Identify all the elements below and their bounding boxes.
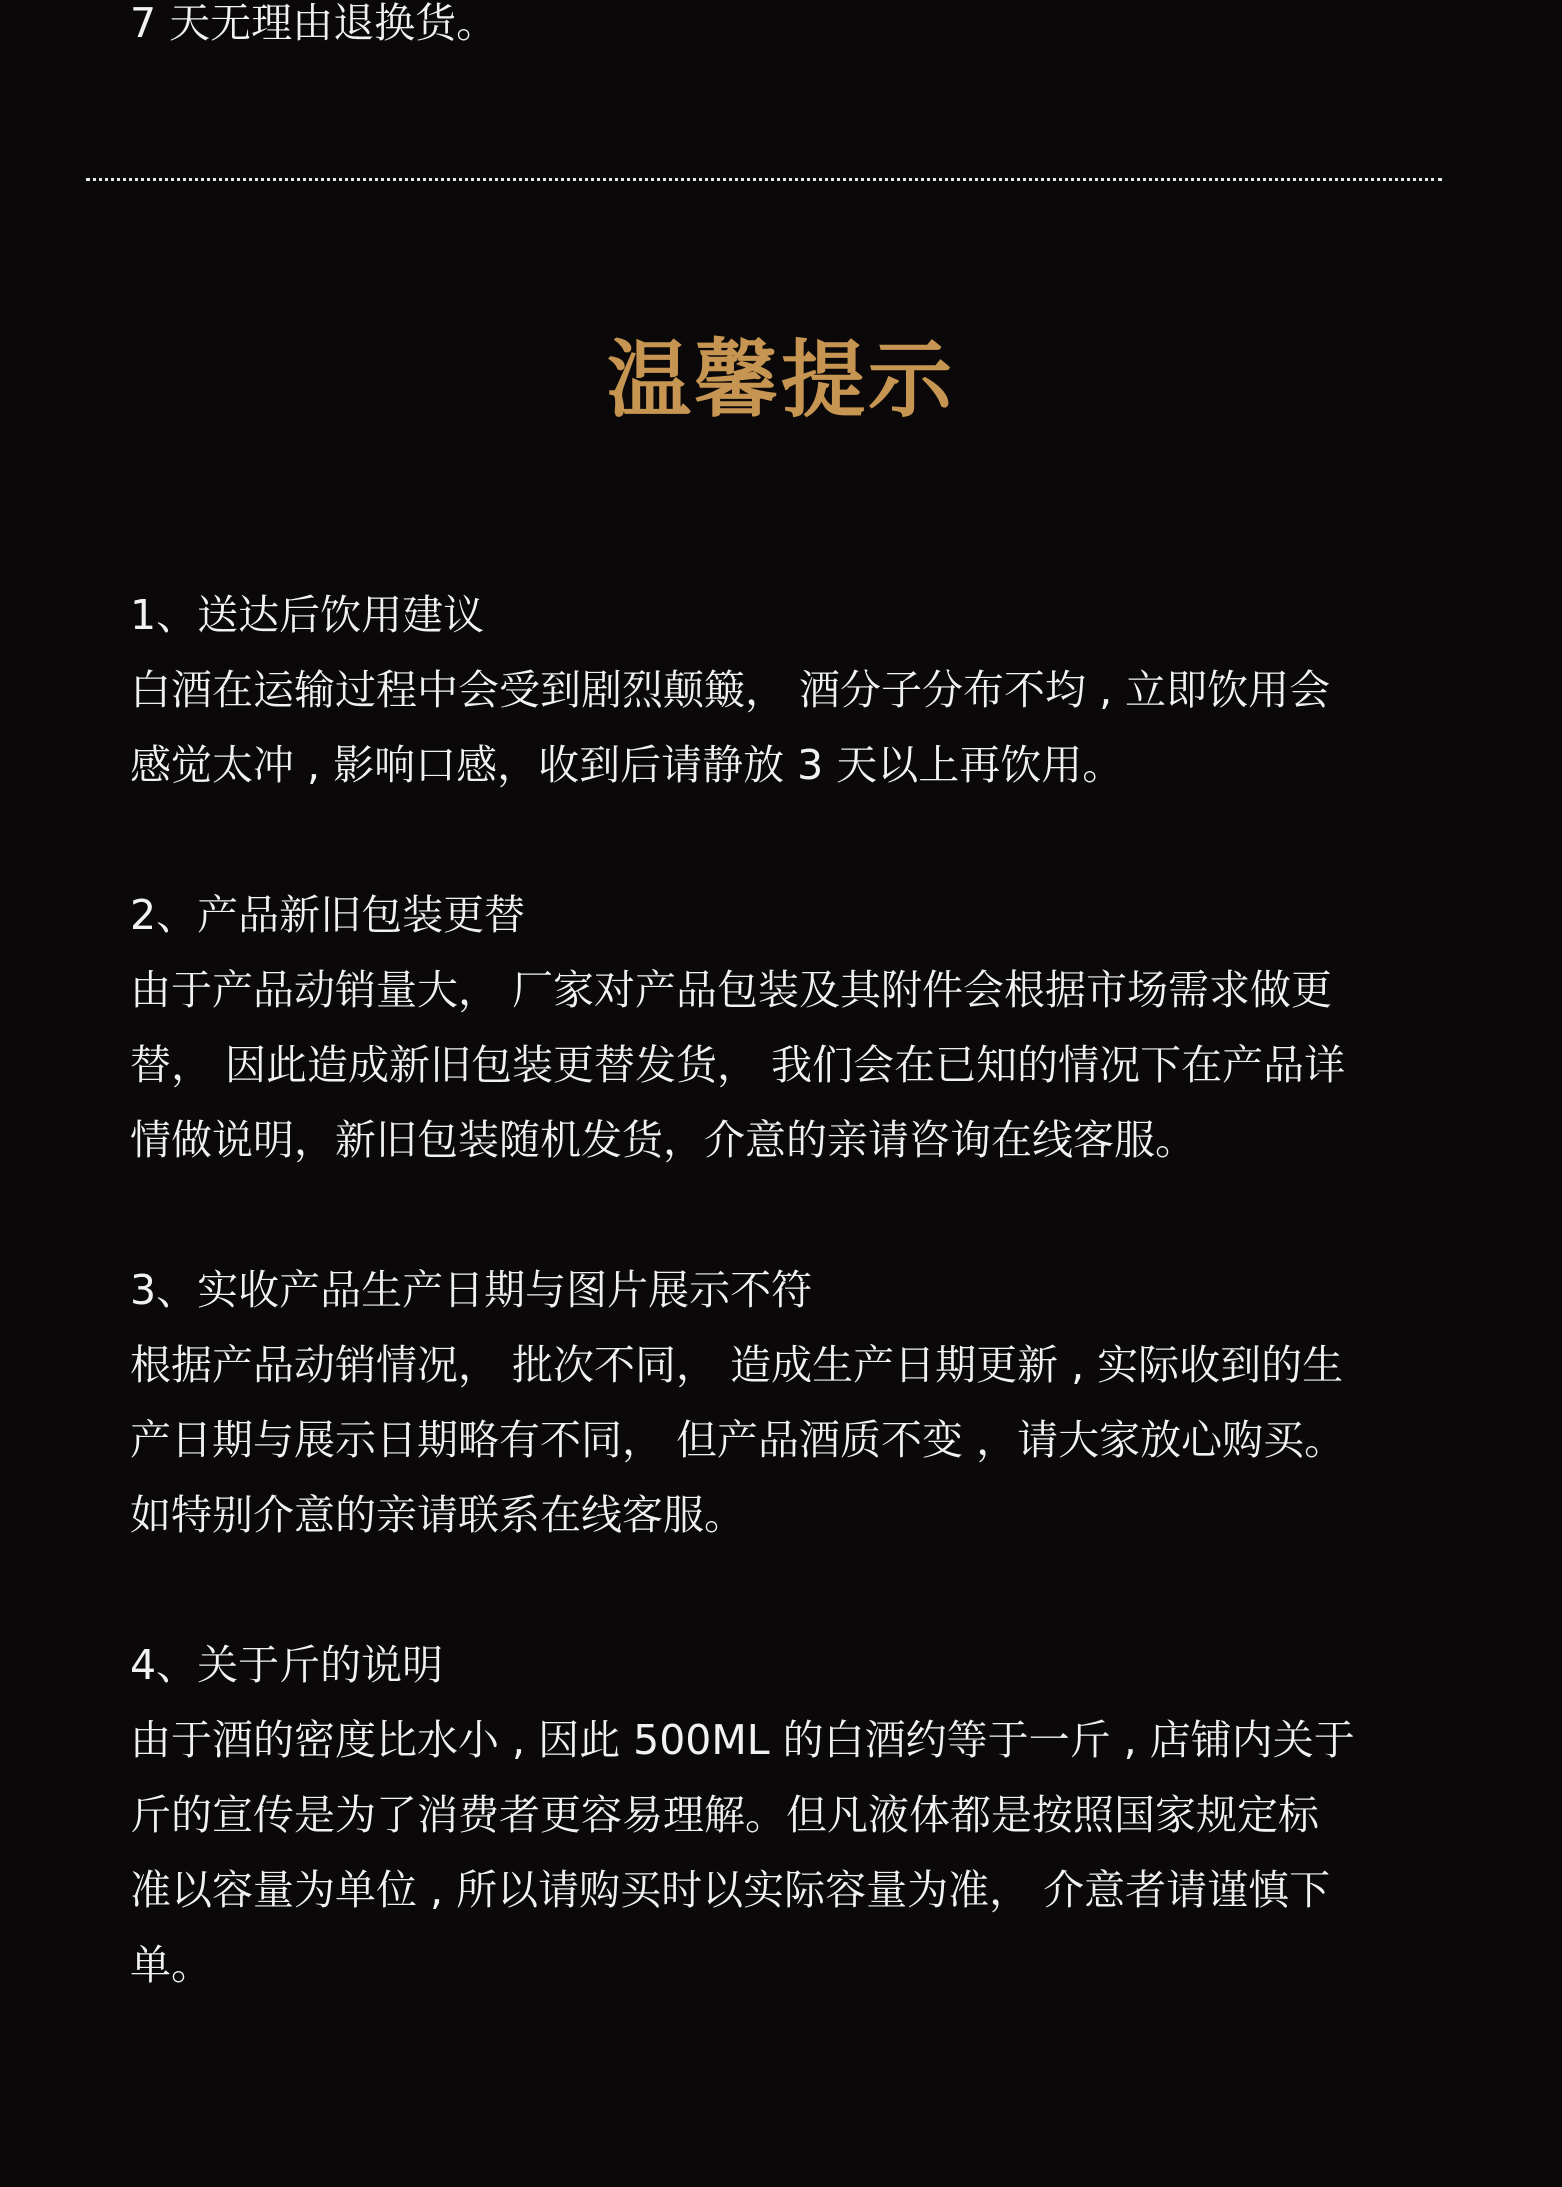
tip-item	[130, 1628, 1480, 2003]
tip-heading: 1、送达后饮用建议	[130, 591, 485, 639]
tip-body: 白酒在运输过程中会受到剧烈颠簸， 酒分子分布不均 , 立即饮用会 感觉太冲 , 影响口感，收到后请静放 3 天以上再饮用。	[130, 666, 1331, 789]
tip-body: 由于酒的密度比水小 , 因此 500ML 的白酒约等于一斤 , 店铺内关于 斤的宣传是为了消费者更容易理解。但凡液体都是按照国家规定标 准以容量为单位 , 所以请购买时以实际容量为准， 介意者请谨慎下 单。	[130, 1716, 1355, 1989]
tip-item	[130, 578, 1480, 803]
tip-body: 根据产品动销情况， 批次不同， 造成生产日期更新 , 实际收到的生 产日期与展示日期略有不同， 但产品酒质不变 ，请大家放心购买。 如特别介意的亲请联系在线客服。	[130, 1341, 1346, 1539]
tips-list	[130, 578, 1480, 2078]
tip-heading: 3、实收产品生产日期与图片展示不符	[130, 1266, 813, 1314]
tip-heading: 4、关于斤的说明	[130, 1641, 444, 1689]
return-policy-text: 7 天无理由退换货。	[130, 0, 498, 47]
tip-item	[130, 878, 1480, 1178]
dotted-divider	[86, 178, 1442, 181]
section-title: 温馨提示	[606, 331, 955, 429]
tip-body: 由于产品动销量大， 厂家对产品包装及其附件会根据市场需求做更 替， 因此造成新旧包装更替发货， 我们会在已知的情况下在产品详 情做说明，新旧包装随机发货，介意的亲请咨询在线客服。	[130, 966, 1346, 1164]
tip-heading: 2、产品新旧包装更替	[130, 891, 526, 939]
tip-item	[130, 1253, 1480, 1553]
